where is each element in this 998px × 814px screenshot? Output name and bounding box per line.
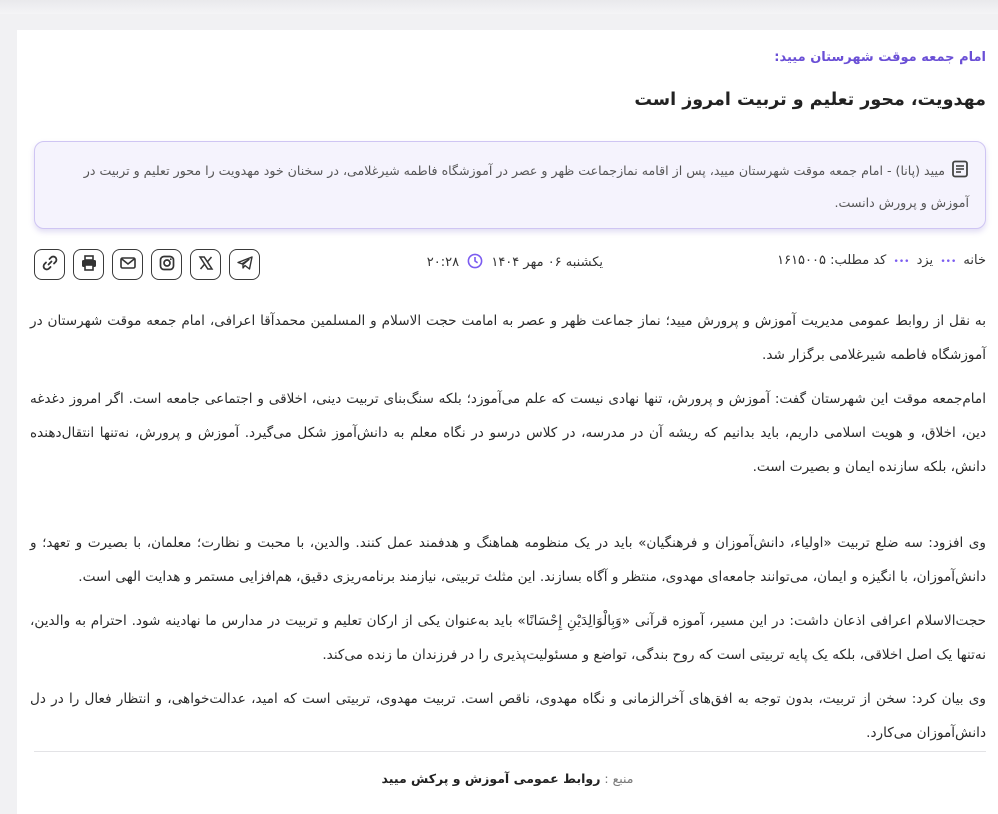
breadcrumb	[777, 253, 986, 268]
summary-text: میید (پانا) - امام جمعه موقت شهرستان میید، پس از اقامه نمازجماعت ظهر و عصر در آموزشگاه فاطمه شیرغلامی، در سخنان خود مهدویت را محور تعلیم و تربیت در آموزش و پرورش دانست.	[83, 163, 969, 210]
article-code-label: کد مطلب:	[830, 253, 887, 268]
source-value: روابط عمومی آموزش و پرکش میید	[381, 771, 601, 786]
telegram-share-button[interactable]	[229, 249, 260, 280]
instagram-share-button[interactable]	[151, 249, 182, 280]
top-bar	[0, 0, 998, 14]
share-bar	[34, 249, 260, 280]
x-twitter-icon	[197, 254, 215, 276]
body-paragraph: به نقل از روابط عمومی مدیریت آموزش و پرورش میید؛ نماز جماعت ظهر و عصر به امامت حجت الاسلام و المسلمین محمدآقا اعرافی، امام جمعه موقت شهرستان در آموزشگاه فاطمه شیرغلامی برگزار شد.	[30, 313, 986, 363]
print-button[interactable]	[73, 249, 104, 280]
print-icon	[80, 254, 98, 276]
breadcrumb-section[interactable]: یزد	[916, 253, 934, 268]
publish-date	[427, 253, 603, 273]
link-icon	[41, 254, 59, 276]
body-paragraph: وی افزود: سه ضلع تربیت «اولیاء، دانش‌آموزان و فرهنگیان» باید در یک منظومه هماهنگ و هدفمند عمل کنند. والدین، با محبت و نظارت؛ معلمان، با بصیرت و تعهد؛ و دانش‌آموزان، با انگیزه و ایمان، می‌توانند جامعه‌ای مهدوی، منتظر و آگاه بسازند. این مثلث تربیتی، نیازمند برنامه‌ریزی دقیق، هم‌افزایی مستمر و هدایت الهی است.	[30, 535, 986, 585]
x-twitter-share-button[interactable]	[190, 249, 221, 280]
divider	[34, 751, 986, 752]
email-share-button[interactable]	[112, 249, 143, 280]
article-body	[30, 304, 986, 760]
publish-date-text: یکشنبه ۰۶ مهر ۱۴۰۴	[491, 255, 603, 270]
article-code-value: ۱۶۱۵۰۰۵	[777, 253, 826, 268]
meta-row	[34, 249, 986, 283]
instagram-icon	[158, 254, 176, 276]
telegram-icon	[236, 254, 254, 276]
clock-icon	[467, 253, 483, 273]
publish-time: ۲۰:۲۸	[426, 255, 460, 270]
article-title: مهدویت، محور تعلیم و تربیت امروز است	[634, 90, 986, 110]
copy-link-button[interactable]	[34, 249, 65, 280]
email-icon	[119, 254, 137, 276]
body-paragraph: وی بیان کرد: سخن از تربیت، بدون توجه به افق‌های آخرالزمانی و نگاه مهدوی، ناقص است. تربیت مهدوی، تربیتی است که امید، عدالت‌خواهی، و انتظار فعال را در دل دانش‌آموزان می‌کارد.	[30, 691, 986, 741]
article-supertitle: امام جمعه موقت شهرستان میید:	[774, 50, 986, 65]
article-summary	[34, 141, 986, 229]
breadcrumb-home[interactable]: خانه	[963, 253, 986, 268]
document-icon	[951, 159, 969, 188]
body-paragraph: حجت‌الاسلام اعرافی اذعان داشت: در این مسیر، آموزه قرآنی «وَبِالْوَالِدَيْنِ إِحْسَانًا» باید به‌عنوان یکی از ارکان تعلیم و تربیت در مدارس ما نهادینه شود. احترام به والدین، نه‌تنها یک اصل اخلاقی، بلکه یک پایه تربیتی است که روح بندگی، تواضع و مسئولیت‌پذیری را در فرزندان ما زنده می‌کند.	[30, 613, 986, 663]
article-source	[17, 771, 998, 786]
breadcrumb-separator: •••	[893, 257, 910, 267]
body-paragraph: امام‌جمعه موقت این شهرستان گفت: آموزش و پرورش، تنها نهادی نیست که علم می‌آموزد؛ بلکه سنگ‌بنای تربیت دینی، اخلاقی و اجتماعی جامعه است. اگر امروز دغدغه دین، اخلاق، و هویت اسلامی داریم، باید بدانیم که ریشه آن در مدرسه، در کلاس درسو در نگاه معلم به دانش‌آموز شکل می‌گیرد. آموزش و پرورش، نه‌تنها انتقال‌دهنده دانش، بلکه سازنده ایمان و بصیرت است.	[30, 391, 986, 475]
article-card	[17, 30, 998, 814]
source-label: منبع :	[604, 771, 634, 786]
breadcrumb-separator: •••	[940, 257, 957, 267]
